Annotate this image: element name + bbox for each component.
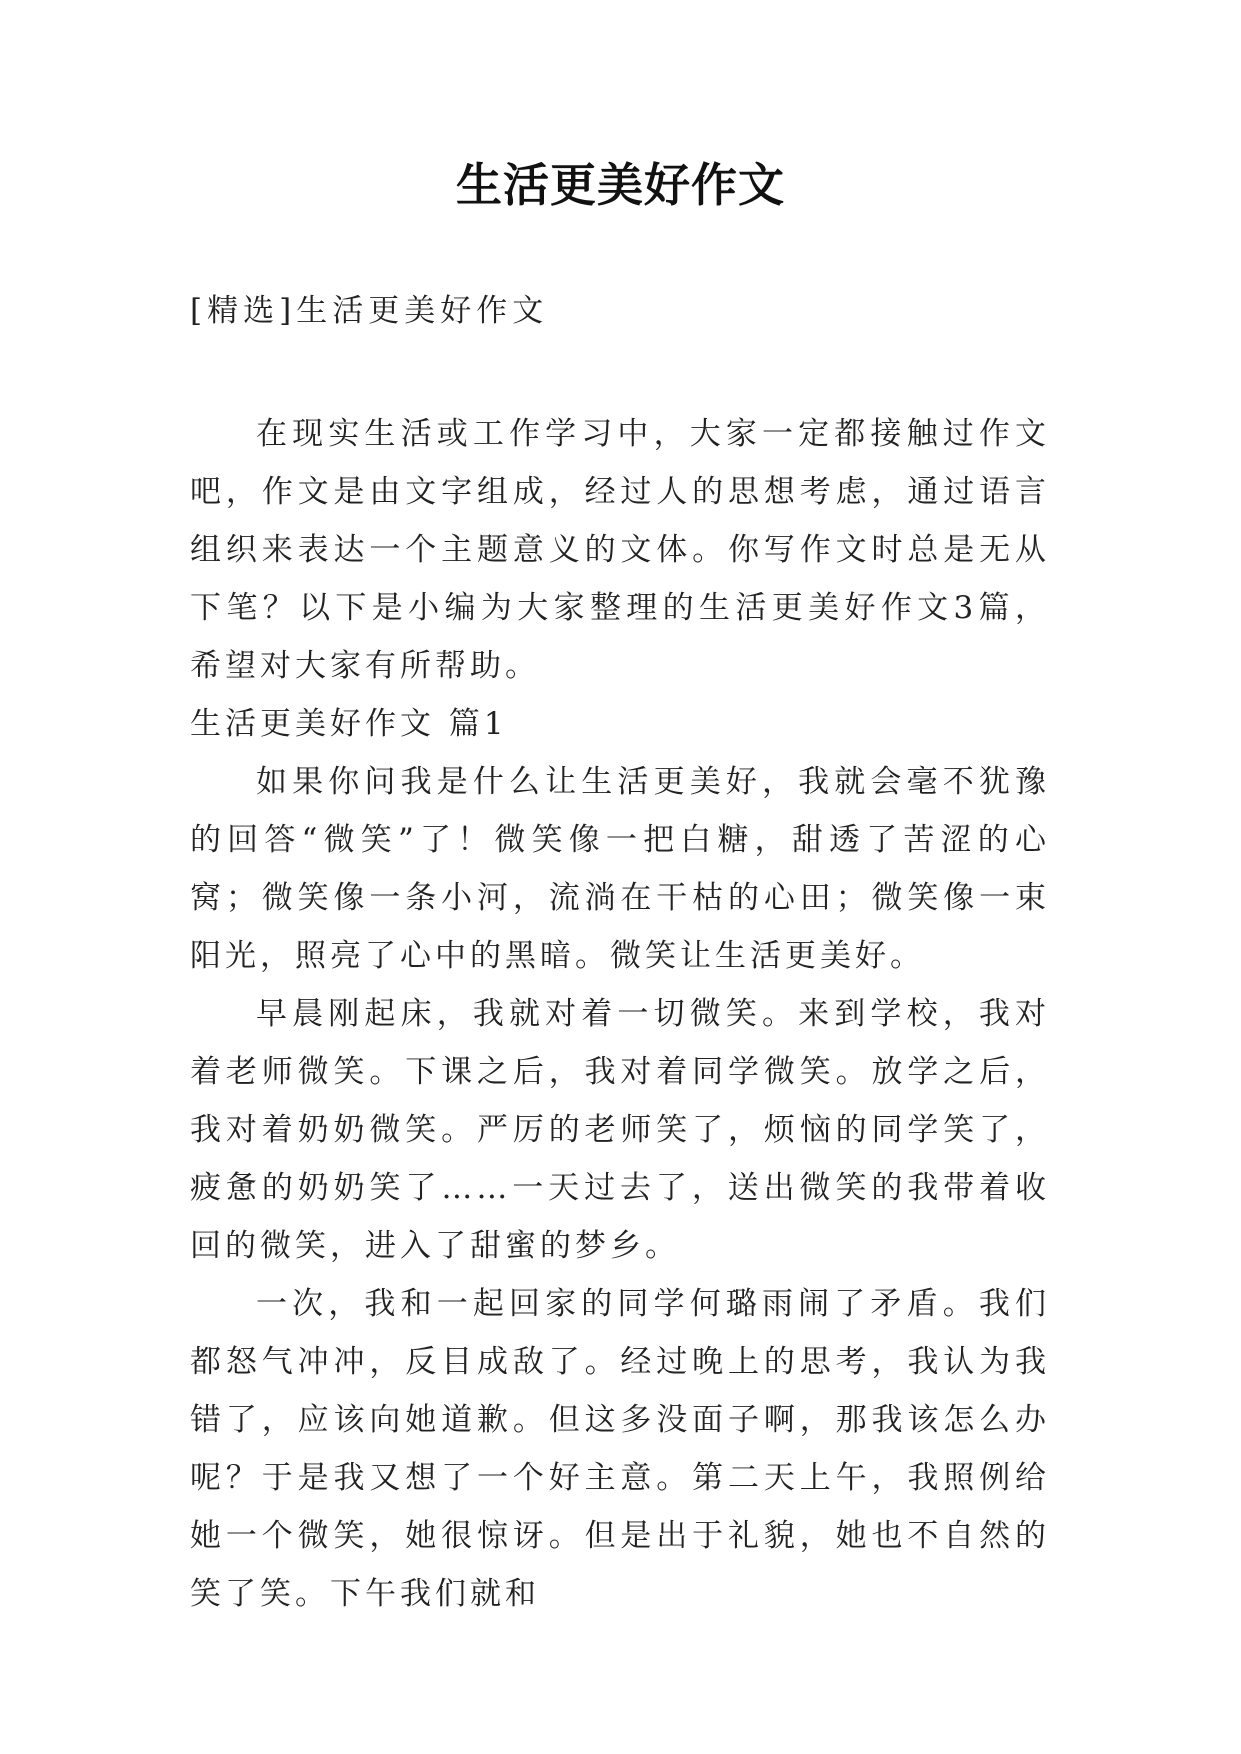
body-paragraph: 如果你问我是什么让生活更美好，我就会毫不犹豫的回答“微笑”了！微笑像一把白糖，甜透了苦涩的心窝；微笑像一条小河，流淌在干枯的心田；微笑像一束阳光，照亮了心中的黑暗。微笑让生活更美好。 — [190, 764, 1050, 974]
document-title: 生活更美好作文 — [456, 158, 785, 212]
body-paragraph: 早晨刚起床，我就对着一切微笑。来到学校，我对着老师微笑。下课之后，我对着同学微笑。放学之后，我对着奶奶微笑。严厉的老师笑了，烦恼的同学笑了，疲惫的奶奶笑了……一天过去了，送出微笑的我带着收回的微笑，进入了甜蜜的梦乡。 — [190, 996, 1050, 1264]
document-body — [190, 405, 1050, 1623]
intro-paragraph: 在现实生活或工作学习中，大家一定都接触过作文吧，作文是由文字组成，经过人的思想考虑，通过语言组织来表达一个主题意义的文体。你写作文时总是无从下笔？以下是小编为大家整理的生活更美好作文3篇，希望对大家有所帮助。 — [190, 416, 1050, 684]
document-subtitle: [精选]生活更美好作文 — [190, 293, 549, 329]
section-heading: 生活更美好作文 篇1 — [190, 706, 508, 742]
body-paragraph: 一次，我和一起回家的同学何璐雨闹了矛盾。我们都怒气冲冲，反目成敌了。经过晚上的思考，我认为我错了，应该向她道歉。但这多没面子啊，那我该怎么办呢？于是我又想了一个好主意。第二天上午，我照例给她一个微笑，她很惊讶。但是出于礼貌，她也不自然的笑了笑。下午我们就和 — [190, 1286, 1050, 1612]
